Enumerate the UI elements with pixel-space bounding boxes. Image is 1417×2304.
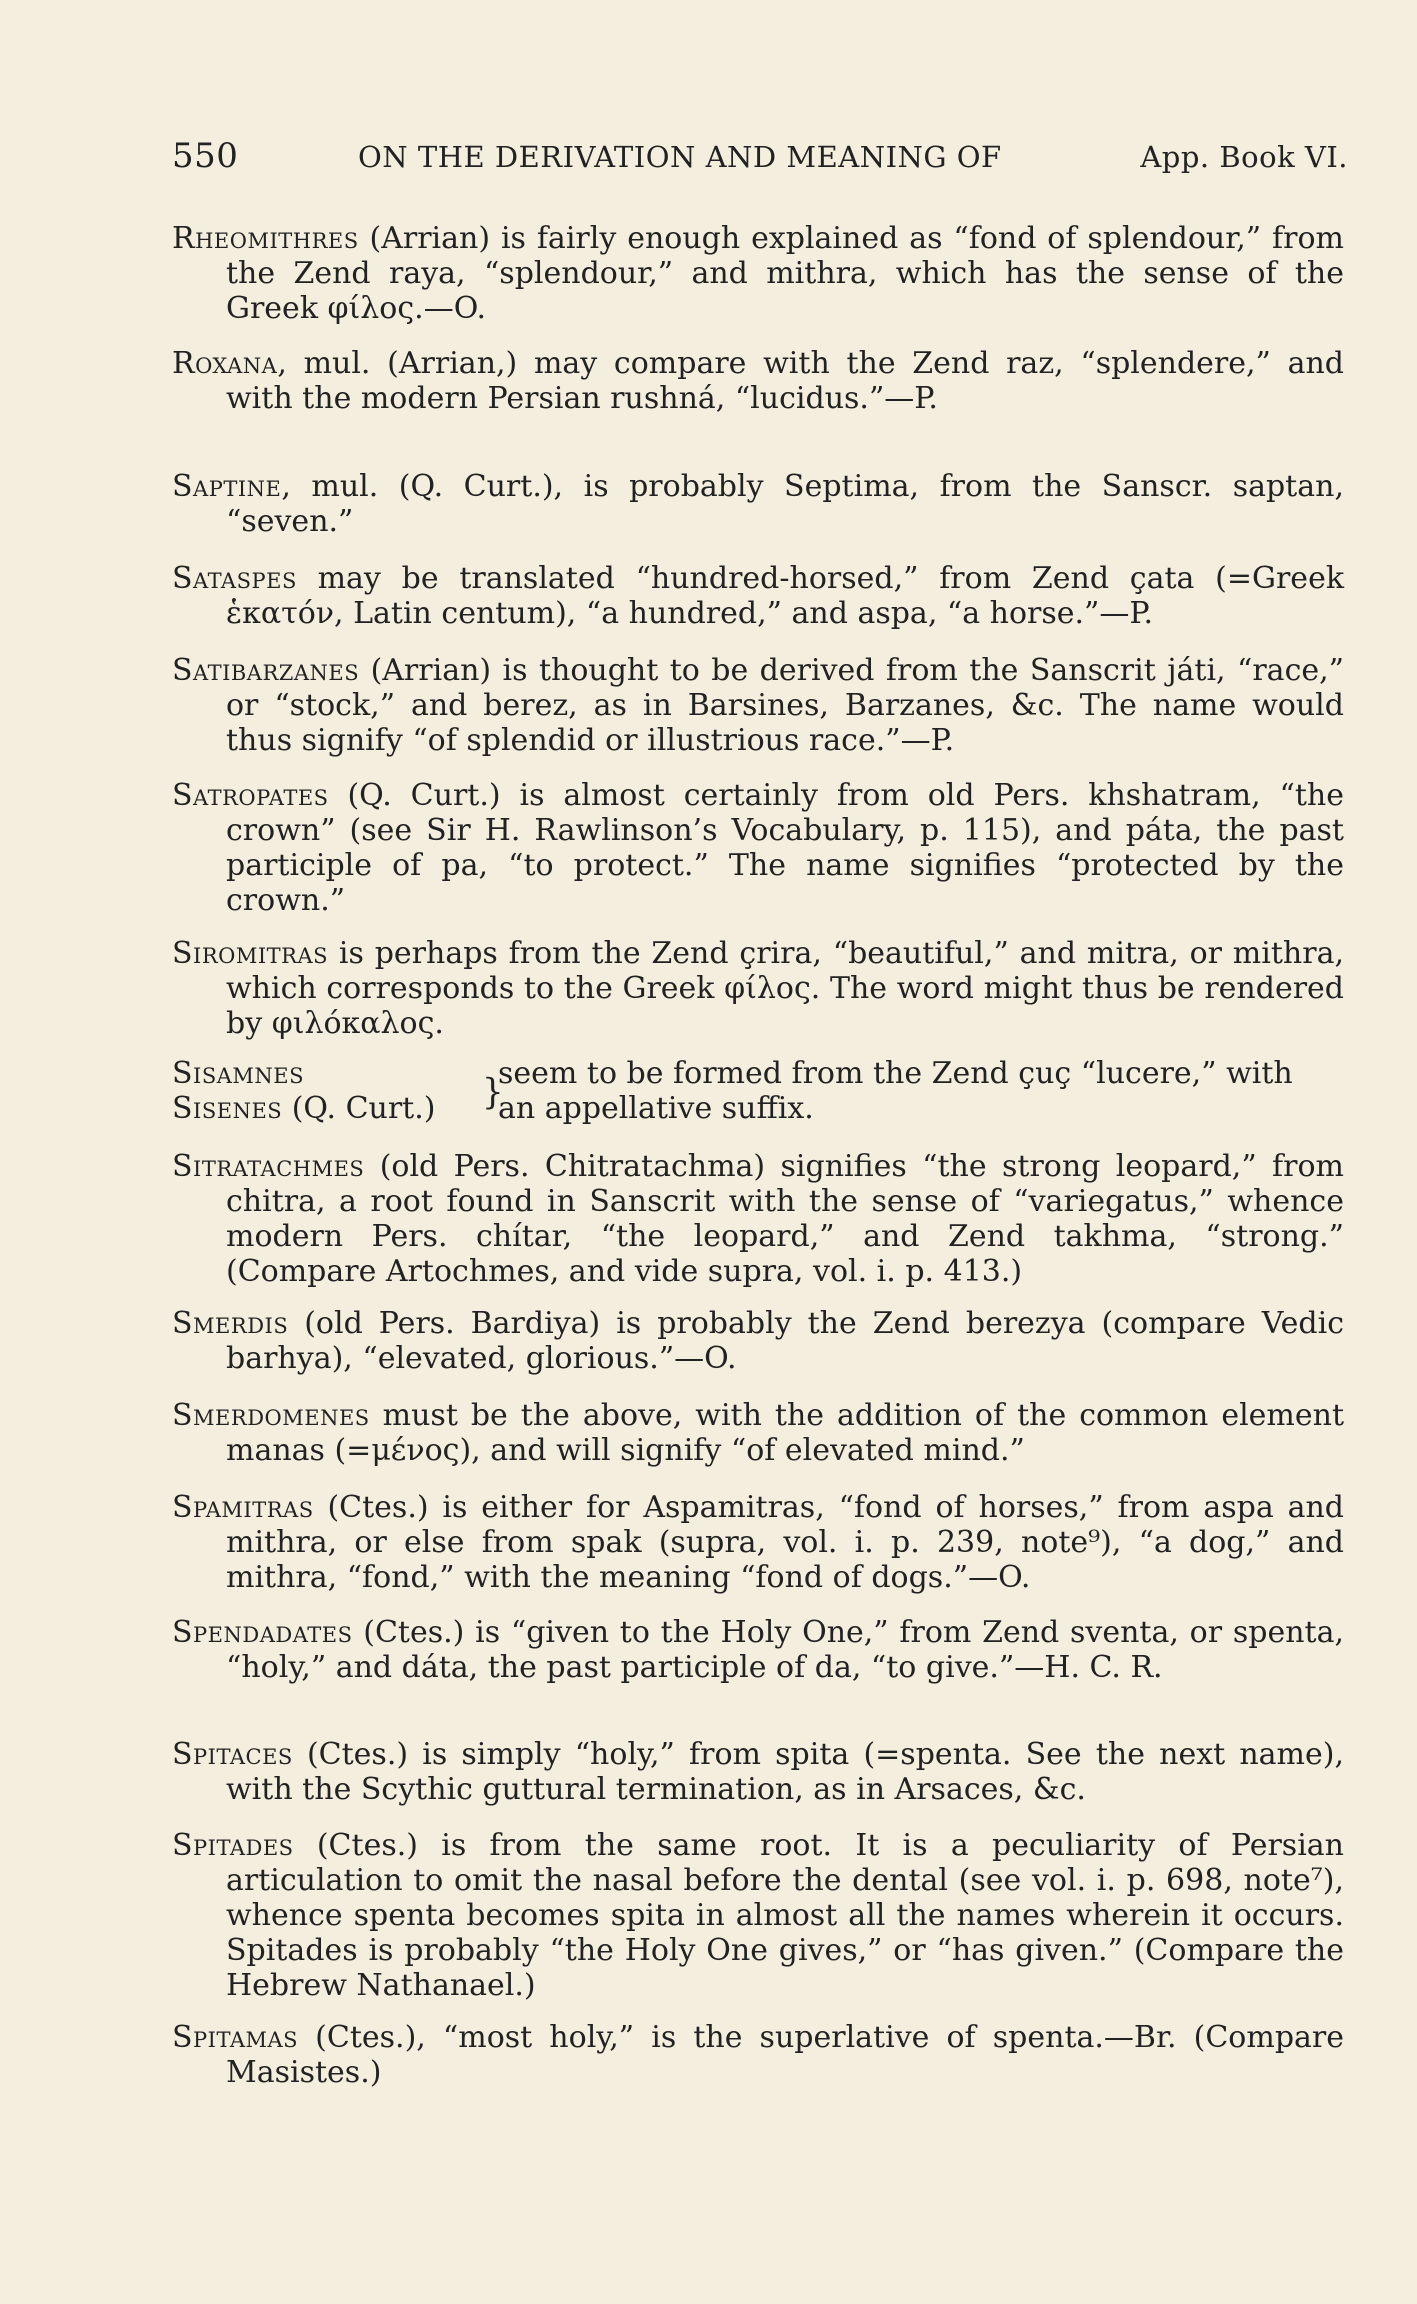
entry-spendadates: [172, 1615, 1344, 1685]
entry-spamitras: [172, 1490, 1344, 1595]
entry-sataspes: [172, 561, 1344, 631]
entry-text: (Arrian) is thought to be derived from the Sanscrit játi, “race,” or “stock,” and berez, as in Barsines, Barzanes, &c. The name would thus signify “of splendid or illustrious race.”—P.: [226, 653, 1344, 758]
entry-spitamas: [172, 2020, 1344, 2090]
entry-satropates: [172, 778, 1344, 918]
entry-text: must be the above, with the addition of the common element manas (=μένος), and will signify “of elevated mind.”: [226, 1398, 1344, 1468]
entry-headword: Sataspes: [172, 561, 297, 596]
entry-satibarzanes: [172, 653, 1344, 758]
entry-text: (Q. Curt.) is almost certainly from old Pers. khshatram, “the crown” (see Sir H. Rawlinson’s Vocabulary, p. 115), and páta, the past participle of pa, “to protect.” The name signifies “protected by the crown.”: [226, 778, 1344, 918]
entry-saptine: [172, 469, 1344, 539]
page-number: 550: [172, 136, 239, 176]
running-title: ON THE DERIVATION AND MEANING OF: [358, 140, 1002, 174]
entry-text-line: an appellative suffix.: [498, 1091, 814, 1126]
entry-text-line: seem to be formed from the Zend çuç “lucere,” with: [498, 1056, 1293, 1091]
entry-headword: Spitamas: [172, 2020, 299, 2055]
entry-text: (Ctes.) is simply “holy,” from spita (=spenta. See the next name), with the Scythic guttural termination, as in Arsaces, &c.: [226, 1737, 1344, 1807]
entry-text: may be translated “hundred-horsed,” from Zend çata (=Greek ἑκατόν, Latin centum), “a hundred,” and aspa, “a horse.”—P.: [226, 561, 1344, 631]
entry-headword: Spamitras: [172, 1490, 314, 1525]
running-section: App. Book VI.: [1140, 140, 1348, 174]
entry-headword: Sisenes (Q. Curt.): [172, 1091, 436, 1126]
entry-headword: Smerdis: [172, 1306, 289, 1341]
entry-text: (Ctes.) is “given to the Holy One,” from Zend sventa, or spenta, “holy,” and dáta, the past participle of da, “to give.”—H. C. R.: [226, 1615, 1344, 1685]
brace-symbol: }: [482, 1071, 504, 1113]
entry-spitades: [172, 1828, 1344, 2003]
entry-headword: Satropates: [172, 778, 329, 813]
entry-headword: Rheomithres: [172, 221, 359, 256]
entry-smerdomenes: [172, 1398, 1344, 1468]
entry-text: (Ctes.) is from the same root. It is a peculiarity of Persian articulation to omit the nasal before the dental (see vol. i. p. 698, note⁷), whence spenta becomes spita in almost all the names wherein it occurs. Spitades is probably “the Holy One gives,” or “has given.” (Compare the Hebrew Nathanael.): [226, 1828, 1344, 2003]
entry-headword: Smerdomenes: [172, 1398, 370, 1433]
entry-text: , mul. (Q. Curt.), is probably Septima, from the Sanscr. saptan, “seven.”: [226, 469, 1344, 539]
entry-rheomithres: [172, 221, 1344, 326]
entry-headword: Siromitras: [172, 936, 329, 971]
entry-headword: Sitratachmes: [172, 1149, 365, 1184]
entry-text: (Arrian) is fairly enough explained as “fond of splendour,” from the Zend raya, “splendour,” and mithra, which has the sense of the Greek φίλος.—O.: [226, 221, 1344, 326]
entry-headword-pair: [172, 1056, 490, 1126]
entry-headword: Spitades: [172, 1828, 294, 1863]
entry-siromitras: [172, 936, 1344, 1041]
entry-headword: Spendadates: [172, 1615, 353, 1650]
entry-sitratachmes: [172, 1149, 1344, 1289]
running-header: [172, 136, 1348, 180]
entry-text: [498, 1056, 1344, 1126]
entry-headword: Roxana: [172, 346, 278, 381]
entry-smerdis: [172, 1306, 1344, 1376]
entry-text: (old Pers. Chitratachma) signifies “the strong leopard,” from chitra, a root found in Sanscrit with the sense of “variegatus,” whence modern Pers. chítar, “the leopard,” and Zend takhma, “strong.” (Compare Artochmes, and vide supra, vol. i. p. 413.): [226, 1149, 1344, 1289]
entry-headword: Saptine: [172, 469, 282, 504]
entry-spitaces: [172, 1737, 1344, 1807]
entry-text: (Ctes.), “most holy,” is the superlative of spenta.—Br. (Compare Masistes.): [226, 2020, 1344, 2090]
entry-text: is perhaps from the Zend çrira, “beautiful,” and mitra, or mithra, which corresponds to the Greek φίλος. The word might thus be rendered by φιλόκαλος.: [226, 936, 1344, 1041]
entry-headword: Satibarzanes: [172, 653, 360, 688]
entry-roxana: [172, 346, 1344, 416]
entry-text: (old Pers. Bardiya) is probably the Zend berezya (compare Vedic barhya), “elevated, glorious.”—O.: [226, 1306, 1344, 1376]
entry-headword: Spitaces: [172, 1737, 293, 1772]
entry-text: (Ctes.) is either for Aspamitras, “fond of horses,” from aspa and mithra, or else from spak (supra, vol. i. p. 239, note⁹), “a dog,” and mithra, “fond,” with the meaning “fond of dogs.”—O.: [226, 1490, 1344, 1595]
entry-headword: Sisamnes: [172, 1056, 304, 1091]
entry-text: , mul. (Arrian,) may compare with the Zend raz, “splendere,” and with the modern Persian rushná, “lucidus.”—P.: [226, 346, 1344, 416]
